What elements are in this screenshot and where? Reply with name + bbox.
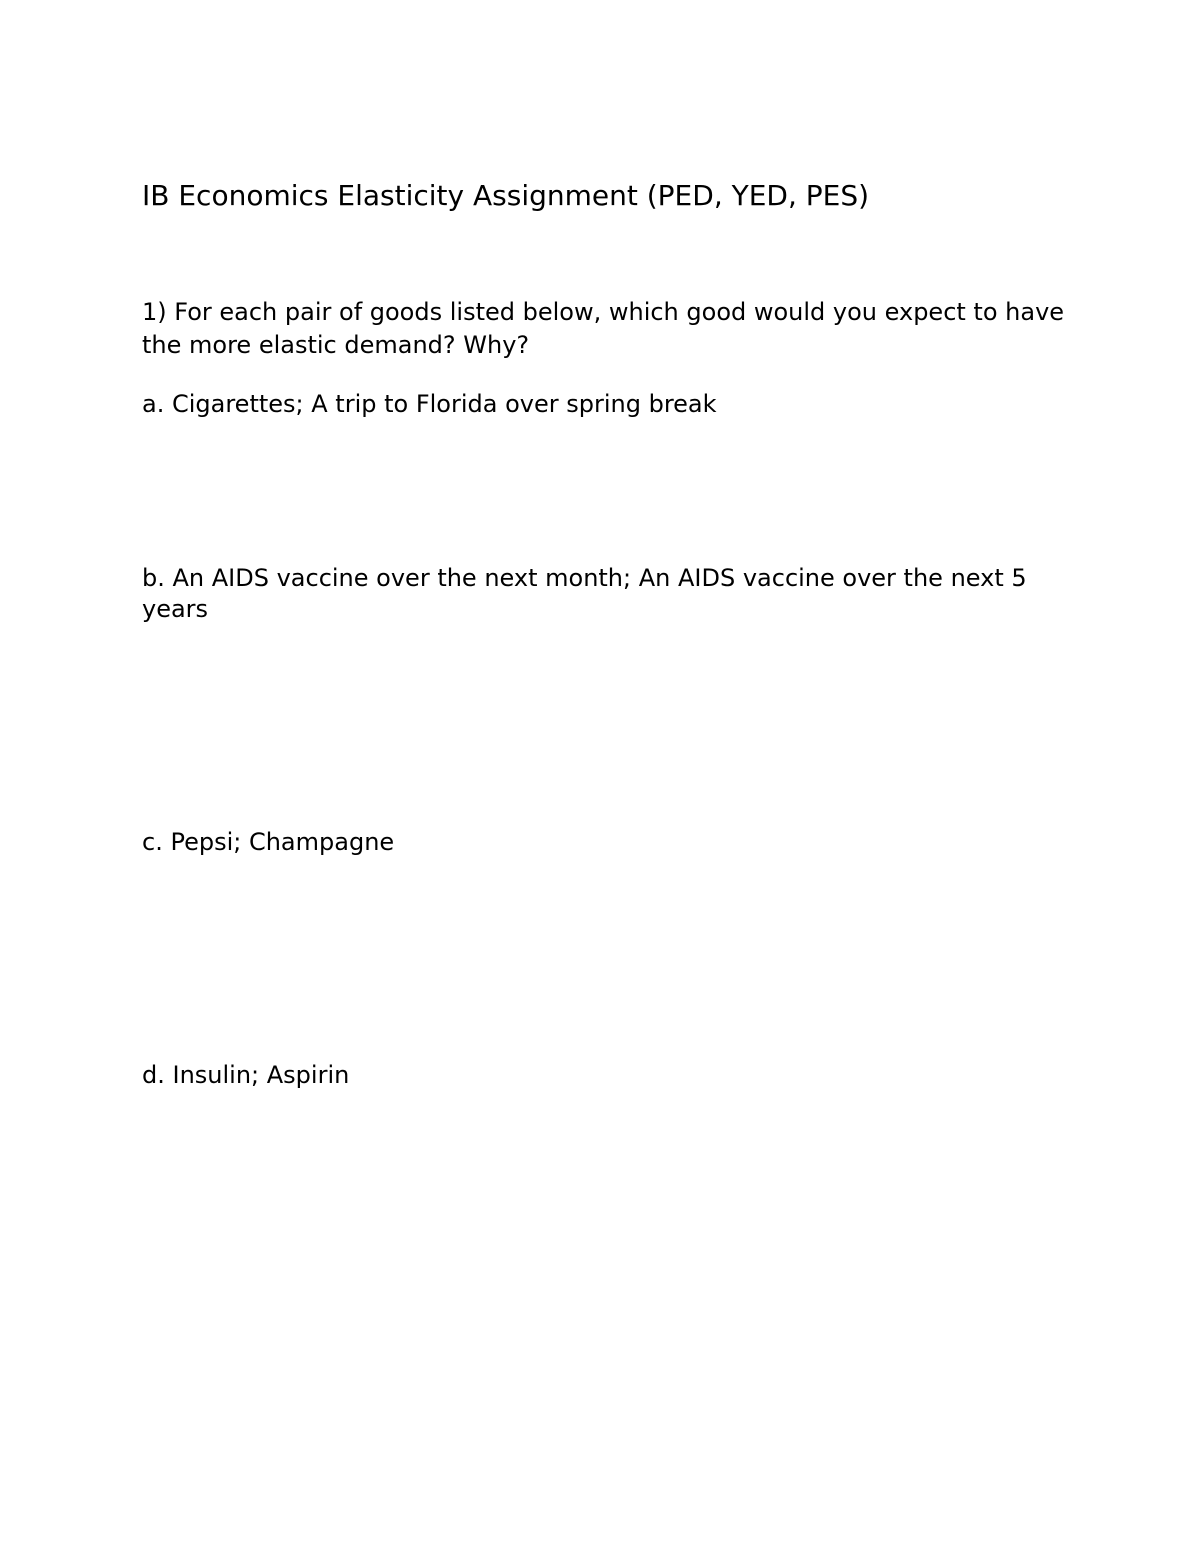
document-title: IB Economics Elasticity Assignment (PED, YED, PES) bbox=[142, 179, 870, 212]
question-1-item-a: a. Cigarettes; A trip to Florida over spring break bbox=[142, 390, 717, 418]
question-1-prompt: 1) For each pair of goods listed below, which good would you expect to have the more elastic demand? Why? bbox=[142, 298, 1065, 359]
question-1-item-b: b. An AIDS vaccine over the next month; An AIDS vaccine over the next 5 years bbox=[142, 564, 1027, 623]
question-1-item-c: c. Pepsi; Champagne bbox=[142, 828, 395, 856]
question-1-item-d: d. Insulin; Aspirin bbox=[142, 1061, 350, 1089]
